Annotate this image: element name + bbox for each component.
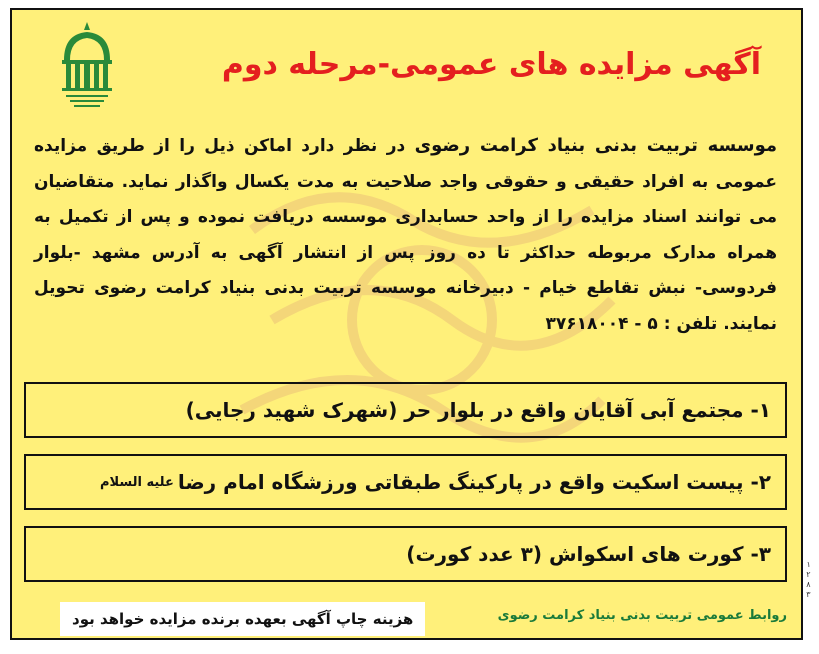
auction-notice — [10, 8, 803, 640]
auction-item — [24, 526, 787, 582]
notice-description: در نظر دارد اماکن ذیل را از طریق مزایده عمومی به افراد حقیقی و حقوقی واجد صلاحیت به مدت یکسال واگذار نماید. متقاضیان می توانند اسناد مزایده را از واحد حسابداری موسسه دریافت نموده و پس از تکمیل به همراه مدارک مربوطه حداکثر تا ده روز پس از انتشار آگهی به آدرس مشهد -بلوار فردوسی- نبش تقاطع خیام - دبیرخانه موسسه تربیت بدنی بنیاد کرامت رضوی تحویل نمایند. تلفن : ۵ - ۳۷۶۱۸۰۰۴ — [34, 136, 777, 334]
notice-body — [34, 128, 777, 342]
side-code: ۱ ۲ ۸ ۳ — [806, 560, 811, 599]
auction-item-suffix: علیه السلام — [99, 474, 174, 490]
organization-name: موسسه تربیت بدنی بنیاد کرامت رضوی — [414, 135, 777, 156]
auction-item-text: ۲- پیست اسکیت واقع در پارکینگ طبقاتی ورزشگاه امام رضا — [177, 470, 771, 494]
auction-item-text: ۱- مجتمع آبی آقایان واقع در بلوار حر (شهرک شهید رجایی) — [185, 398, 771, 422]
auction-item — [24, 382, 787, 438]
auction-item-text: ۳- کورت های اسکواش (۳ عدد کورت) — [406, 542, 771, 566]
notice-title: آگهی مزایده های عمومی-مرحله دوم — [221, 47, 761, 82]
astan-quds-razavi-logo — [52, 20, 122, 112]
printing-cost-note: هزینه چاپ آگهی بعهده برنده مزایده خواهد بود — [60, 602, 425, 636]
public-relations-signature: روابط عمومی تربیت بدنی بنیاد کرامت رضوی — [497, 608, 787, 623]
auction-item — [24, 454, 787, 510]
